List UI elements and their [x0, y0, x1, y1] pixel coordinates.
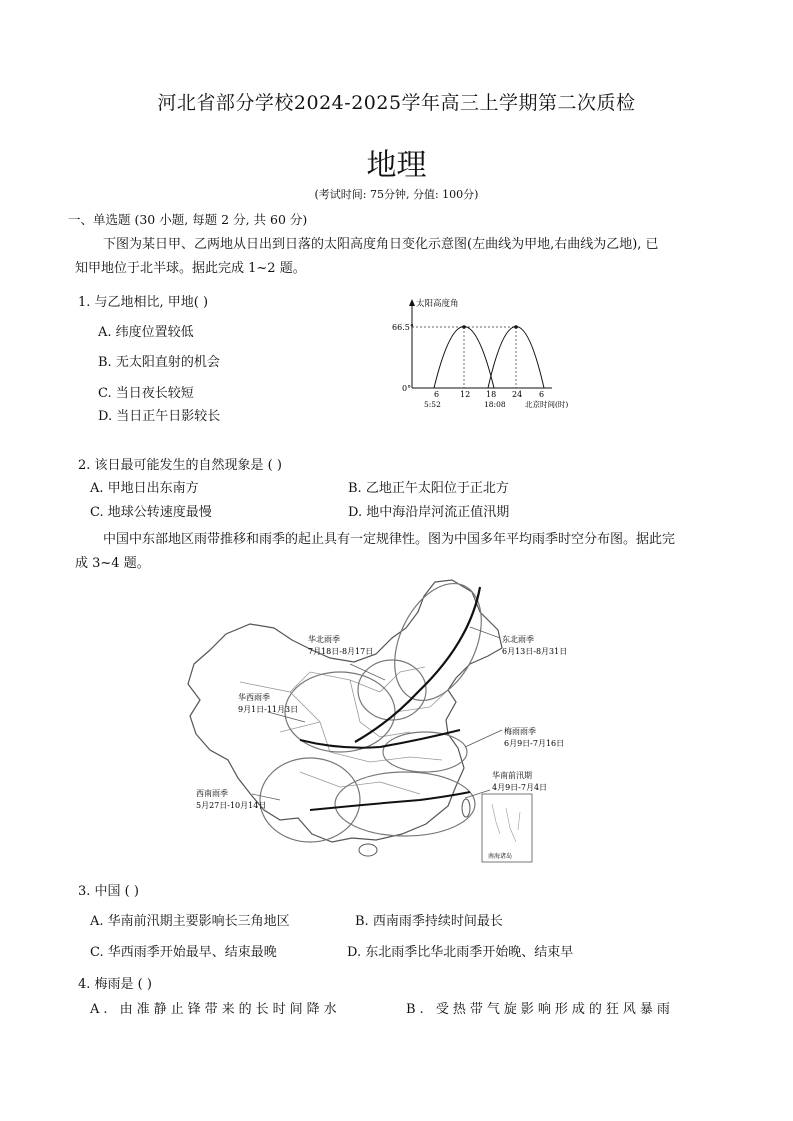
question-2-stem: 2. 该日最可能发生的自然现象是 ( ) — [78, 458, 282, 473]
q2-option-d[interactable]: D. 地中海沿岸河流正值汛期 — [348, 505, 510, 520]
sunrise-label: 5:52 — [424, 400, 441, 409]
question-3-stem: 3. 中国 ( ) — [78, 884, 139, 899]
hainan-island — [359, 844, 377, 856]
svg-text:华西雨季: 华西雨季 — [238, 693, 270, 702]
svg-text:6月9日-7月16日: 6月9日-7月16日 — [504, 739, 565, 748]
svg-text:6月13日-8月31日: 6月13日-8月31日 — [502, 647, 568, 656]
taiwan-island — [462, 799, 470, 817]
south-china-sea-inset — [482, 794, 532, 862]
svg-text:华南前汛期: 华南前汛期 — [492, 771, 532, 780]
intro-1-line-1: 下图为某日甲、乙两地从日出到日落的太阳高度角日变化示意图(左曲线为甲地,右曲线为乙地), 已 — [103, 237, 659, 252]
intro-2-line-2: 成 3~4 题。 — [75, 556, 150, 571]
intro-2-line-1: 中国中东部地区雨带推移和雨季的起止具有一定规律性。图为中国多年平均雨季时空分布图。据此完 — [103, 532, 676, 547]
q4-option-a[interactable]: A. 由准静止锋带来的长时间降水 — [90, 1002, 341, 1017]
solar-altitude-chart — [370, 292, 600, 417]
q3-option-a[interactable]: A. 华南前汛期主要影响长三角地区 — [90, 914, 290, 929]
y-tick-66: 66.5° — [392, 323, 414, 332]
svg-text:西南雨季: 西南雨季 — [196, 789, 228, 798]
q3-option-c[interactable]: C. 华西雨季开始最早、结束最晚 — [90, 945, 277, 960]
subject-title: 地理 — [366, 148, 427, 183]
sunset-label: 18:08 — [484, 400, 506, 409]
svg-text:5月27日-10月14日: 5月27日-10月14日 — [196, 801, 267, 810]
q1-option-b[interactable]: B. 无太阳直射的机会 — [98, 355, 220, 370]
x-tick-12: 12 — [460, 390, 471, 399]
svg-text:4月9日-7月4日: 4月9日-7月4日 — [492, 783, 548, 792]
question-1-stem: 1. 与乙地相比, 甲地( ) — [78, 295, 209, 310]
intro-1-line-2: 知甲地位于北半球。据此完成 1~2 题。 — [75, 261, 306, 276]
q1-option-a[interactable]: A. 纬度位置较低 — [98, 325, 194, 340]
y-tick-0: 0° — [402, 384, 412, 393]
q4-option-b[interactable]: B. 受热带气旋影响形成的狂风暴雨 — [406, 1002, 674, 1017]
svg-text:东北雨季: 东北雨季 — [502, 635, 534, 644]
exam-info: (考试时间: 75分钟, 分值: 100分) — [314, 188, 479, 201]
q3-option-d[interactable]: D. 东北雨季比华北雨季开始晚、结束早 — [347, 945, 574, 960]
exam-title: 河北省部分学校2024-2025学年高三上学期第二次质检 — [157, 92, 636, 114]
q1-option-d[interactable]: D. 当日正午日影较长 — [98, 409, 221, 424]
svg-text:华北雨季: 华北雨季 — [308, 635, 340, 644]
q3-option-b[interactable]: B. 西南雨季持续时间最长 — [355, 914, 503, 929]
x-tick-24: 24 — [512, 390, 523, 399]
q1-option-c[interactable]: C. 当日夜长较短 — [98, 386, 194, 401]
china-rainy-season-map — [180, 572, 568, 872]
x-tick-6-next: 6 — [539, 390, 545, 399]
q2-option-a[interactable]: A. 甲地日出东南方 — [90, 481, 199, 496]
y-axis-arrow — [409, 299, 415, 306]
label-meiyu — [504, 726, 564, 748]
svg-text:9月1日-11月3日: 9月1日-11月3日 — [238, 705, 299, 714]
svg-text:7月18日-8月17日: 7月18日-8月17日 — [308, 647, 374, 656]
x-axis-label: 北京时间(时) — [525, 400, 569, 409]
x-tick-18: 18 — [486, 390, 497, 399]
label-north-china — [308, 634, 373, 656]
q2-option-c[interactable]: C. 地球公转速度最慢 — [90, 505, 212, 520]
question-4-stem: 4. 梅雨是 ( ) — [78, 977, 152, 992]
leader-meiyu — [465, 730, 502, 747]
label-south-china — [492, 770, 547, 792]
q2-option-b[interactable]: B. 乙地正午太阳位于正北方 — [348, 481, 509, 496]
y-axis-label: 太阳高度角 — [416, 299, 459, 309]
x-tick-6: 6 — [434, 390, 440, 399]
svg-text:梅雨雨季: 梅雨雨季 — [504, 727, 536, 736]
section-heading: 一、单选题 (30 小题, 每题 2 分, 共 60 分) — [68, 212, 308, 227]
label-northeast — [502, 634, 567, 656]
inset-label: 南海诸岛 — [488, 853, 513, 860]
